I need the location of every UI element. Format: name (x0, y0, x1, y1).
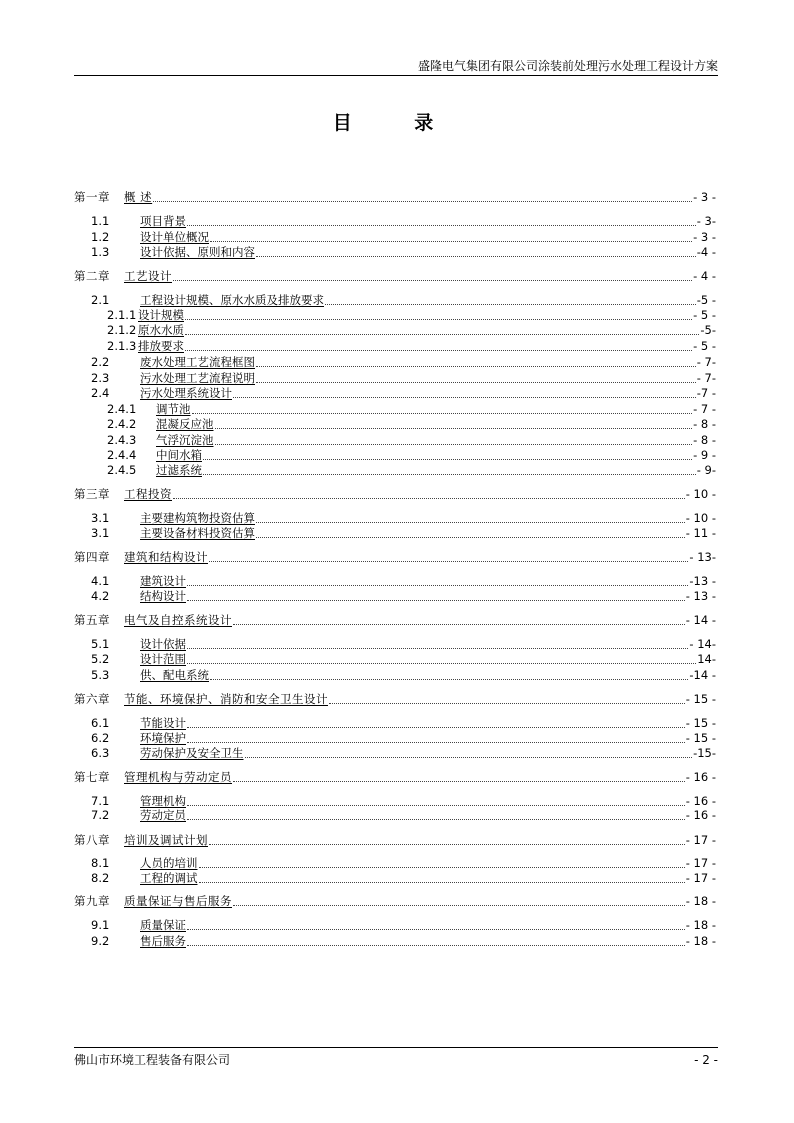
toc-entry-number: 2.4 (91, 386, 110, 400)
toc-entry-text (91, 526, 255, 541)
toc-entry-label: 原水水质 (138, 323, 184, 337)
toc-entry-number: 7.2 (91, 808, 110, 822)
toc-entry-number: 4.1 (91, 574, 110, 588)
toc-section-entry[interactable] (107, 308, 716, 323)
toc-entry-number: 6.3 (91, 746, 110, 760)
toc-entry-page: - 4 - (693, 269, 716, 283)
toc-leader-dots (233, 905, 685, 906)
toc-entry-page: - 10 - (685, 511, 716, 525)
toc-leader-dots (187, 663, 696, 664)
page-header (74, 58, 718, 76)
toc-entry-number: 第四章 (74, 550, 110, 564)
toc-entry-label: 项目背景 (140, 214, 186, 228)
toc-entry-page: -5 - (696, 293, 716, 307)
toc-entry-label: 设计依据 (140, 637, 186, 651)
toc-entry-label: 混凝反应池 (156, 417, 214, 431)
toc-entry-text (107, 308, 184, 323)
toc-entry-page: - 7- (696, 355, 716, 369)
toc-entry-page: -13 - (689, 574, 716, 588)
toc-entry-text (91, 386, 232, 401)
toc-leader-dots (245, 757, 693, 758)
toc-leader-dots (256, 256, 696, 257)
toc-entry-page: - 15 - (685, 716, 716, 730)
toc-entry-text (91, 637, 186, 652)
toc-entry-label: 结构设计 (140, 589, 186, 603)
toc-entry-page: -5- (700, 323, 716, 337)
toc-entry-label: 人员的培训 (140, 856, 198, 870)
toc-entry-page: - 15 - (685, 731, 716, 745)
toc-entry-text (107, 402, 191, 417)
toc-section-entry[interactable] (91, 574, 716, 589)
toc-leader-dots (187, 648, 688, 649)
toc-entry-number: 9.1 (91, 918, 110, 932)
toc-entry-page: - 17 - (685, 856, 716, 870)
toc-entry-text (91, 371, 255, 386)
toc-entry-text (91, 355, 255, 370)
toc-entry-page: - 9- (696, 463, 716, 477)
toc-entry-number: 2.3 (91, 371, 110, 385)
toc-entry-text (91, 731, 186, 746)
toc-entry-number: 1.3 (91, 245, 110, 259)
toc-entry-number: 4.2 (91, 589, 110, 603)
toc-entry-text (91, 668, 209, 683)
toc-entry-number: 7.1 (91, 794, 110, 808)
toc-entry-number: 5.2 (91, 652, 110, 666)
toc-entry-text (91, 511, 255, 526)
toc-leader-dots (203, 474, 696, 475)
toc-entry-page: - 3 - (693, 230, 716, 244)
toc-entry-number: 9.2 (91, 934, 110, 948)
toc-entry-page: - 11 - (685, 526, 716, 540)
toc-leader-dots (256, 382, 696, 383)
toc-entry-label: 废水处理工艺流程框图 (140, 355, 255, 369)
toc-leader-dots (173, 280, 692, 281)
toc-leader-dots (153, 201, 692, 202)
toc-entry-label: 工程的调试 (140, 871, 198, 885)
toc-entry-text (74, 269, 172, 284)
toc-entry-page: -15- (693, 746, 716, 760)
toc-entry-text (91, 214, 186, 229)
toc-leader-dots (209, 844, 685, 845)
toc-entry-page: - 5 - (693, 308, 716, 322)
toc-leader-dots (210, 241, 692, 242)
toc-leader-dots (199, 867, 685, 868)
toc-section-entry[interactable] (91, 716, 716, 731)
toc-section-entry[interactable] (107, 463, 716, 478)
toc-section-entry[interactable] (107, 417, 716, 432)
toc-entry-text (91, 794, 186, 809)
toc-entry-label: 工程投资 (124, 487, 172, 501)
toc-entry-label: 建筑设计 (140, 574, 186, 588)
toc-entry-page: - 18 - (685, 934, 716, 948)
toc-leader-dots (187, 600, 685, 601)
toc-entry-text (91, 871, 198, 886)
toc-section-entry[interactable] (91, 746, 716, 761)
toc-entry-label: 过滤系统 (156, 463, 202, 477)
toc-entry-page: - 13- (689, 550, 716, 564)
toc-entry-label: 劳动定员 (140, 808, 186, 822)
toc-entry-number: 2.1.2 (107, 323, 137, 337)
toc-entry-label: 电气及自控系统设计 (124, 613, 232, 627)
toc-leader-dots (325, 304, 696, 305)
toc-entry-page: - 7 - (693, 402, 716, 416)
toc-leader-dots (185, 334, 699, 335)
toc-entry-label: 工艺设计 (124, 269, 172, 283)
toc-leader-dots (256, 537, 685, 538)
toc-entry-page: - 16 - (685, 794, 716, 808)
toc-section-entry[interactable] (91, 668, 716, 683)
toc-entry-number: 8.1 (91, 856, 110, 870)
toc-entry-label: 污水处理工艺流程说明 (140, 371, 255, 385)
toc-entry-label: 节能设计 (140, 716, 186, 730)
toc-leader-dots (187, 727, 685, 728)
toc-leader-dots (203, 459, 692, 460)
toc-chapter-entry[interactable] (74, 190, 716, 205)
toc-entry-page: -4 - (696, 245, 716, 259)
toc-entry-page: - 16 - (685, 808, 716, 822)
toc-entry-text (74, 770, 232, 785)
toc-entry-label: 质量保证 (140, 918, 186, 932)
toc-entry-number: 2.2 (91, 355, 110, 369)
toc-chapter-entry[interactable] (74, 770, 716, 785)
toc-entry-label: 设计范围 (140, 652, 186, 666)
toc-entry-page: - 17 - (685, 871, 716, 885)
toc-section-entry[interactable] (91, 856, 716, 871)
toc-chapter-entry[interactable] (74, 550, 716, 565)
toc-entry-page: - 14 - (685, 613, 716, 627)
toc-entry-number: 第二章 (74, 269, 110, 283)
toc-section-entry[interactable] (91, 589, 716, 604)
toc-section-entry[interactable] (91, 526, 716, 541)
toc-entry-label: 劳动保护及安全卫生 (140, 746, 244, 760)
toc-entry-number: 6.1 (91, 716, 110, 730)
toc-leader-dots (199, 882, 685, 883)
toc-entry-label: 管理机构与劳动定员 (124, 770, 232, 784)
toc-entry-number: 2.1.3 (107, 339, 137, 353)
toc-entry-label: 培训及调试计划 (124, 833, 208, 847)
toc-entry-number: 1.2 (91, 230, 110, 244)
toc-entry-page: - 16 - (685, 770, 716, 784)
toc-entry-page: - 10 - (685, 487, 716, 501)
toc-entry-text (74, 487, 172, 502)
toc-entry-text (107, 323, 184, 338)
toc-entry-number: 第七章 (74, 770, 110, 784)
toc-section-entry[interactable] (107, 433, 716, 448)
toc-section-entry[interactable] (107, 339, 716, 354)
toc-section-entry[interactable] (91, 214, 716, 229)
toc-entry-page: - 3- (696, 214, 716, 228)
toc-entry-page: - 8 - (693, 417, 716, 431)
toc-entry-text (91, 293, 324, 308)
toc-leader-dots (187, 742, 685, 743)
footer-page-number: - 2 - (694, 1053, 718, 1067)
toc-leader-dots (185, 319, 692, 320)
toc-entry-label: 管理机构 (140, 794, 186, 808)
toc-leader-dots (185, 350, 692, 351)
toc-leader-dots (233, 397, 696, 398)
toc-entry-text (91, 652, 186, 667)
toc-entry-label: 工程设计规模、原水水质及排放要求 (140, 293, 324, 307)
toc-entry-page: - 13 - (685, 589, 716, 603)
toc-entry-text (74, 190, 152, 205)
toc-entry-label: 建筑和结构设计 (124, 550, 208, 564)
toc-entry-text (74, 550, 208, 565)
toc-entry-text (74, 894, 232, 909)
toc-entry-number: 6.2 (91, 731, 110, 745)
toc-entry-page: -7 - (696, 386, 716, 400)
toc-entry-number: 3.1 (91, 511, 110, 525)
toc-entry-label: 节能、环境保护、消防和安全卫生设计 (124, 692, 328, 706)
toc-entry-number: 第五章 (74, 613, 110, 627)
toc-section-entry[interactable] (91, 386, 716, 401)
toc-section-entry[interactable] (107, 448, 716, 463)
page-footer (74, 1047, 718, 1069)
toc-entry-text (74, 833, 208, 848)
toc-section-entry[interactable] (91, 637, 716, 652)
toc-entry-label: 设计依据、原则和内容 (140, 245, 255, 259)
toc-entry-page: - 7- (696, 371, 716, 385)
toc-entry-label: 供、配电系统 (140, 668, 209, 682)
toc-section-entry[interactable] (91, 652, 716, 667)
toc-entry-text (91, 589, 186, 604)
toc-section-entry[interactable] (107, 323, 716, 338)
toc-entry-label: 主要设备材料投资估算 (140, 526, 255, 540)
toc-section-entry[interactable] (91, 293, 716, 308)
toc-entry-page: - 3 - (693, 190, 716, 204)
toc-section-entry[interactable] (91, 230, 716, 245)
toc-entry-page: - 8 - (693, 433, 716, 447)
toc-entry-label: 设计规模 (138, 308, 184, 322)
toc-entry-number: 第一章 (74, 190, 110, 204)
toc-entry-label: 环境保护 (140, 731, 186, 745)
toc-entry-number: 8.2 (91, 871, 110, 885)
toc-section-entry[interactable] (91, 794, 716, 809)
toc-leader-dots (215, 444, 693, 445)
toc-entry-text (74, 613, 232, 628)
toc-chapter-entry[interactable] (74, 833, 716, 848)
toc-entry-text (91, 716, 186, 731)
toc-entry-label: 排放要求 (138, 339, 184, 353)
toc-entry-number: 第三章 (74, 487, 110, 501)
toc-section-entry[interactable] (91, 731, 716, 746)
toc-entry-number: 2.4.5 (107, 463, 137, 477)
toc-leader-dots (210, 679, 688, 680)
toc-entry-text (74, 692, 328, 707)
toc-leader-dots (173, 498, 685, 499)
toc-entry-text (91, 230, 209, 245)
toc-chapter-entry[interactable] (74, 613, 716, 628)
toc-entry-number: 2.1.1 (107, 308, 137, 322)
toc-leader-dots (209, 561, 688, 562)
toc-leader-dots (233, 624, 685, 625)
toc-entry-page: 14- (697, 652, 716, 666)
toc-title: 目 录 (332, 112, 462, 134)
toc-entry-number: 第六章 (74, 692, 110, 706)
toc-entry-label: 质量保证与售后服务 (124, 894, 232, 908)
toc-entry-page: - 18 - (685, 918, 716, 932)
toc-entry-number: 2.4.1 (107, 402, 137, 416)
toc-leader-dots (187, 225, 696, 226)
toc-leader-dots (192, 413, 693, 414)
toc-entry-number: 3.1 (91, 526, 110, 540)
toc-entry-page: - 18 - (685, 894, 716, 908)
toc-entry-label: 中间水箱 (156, 448, 202, 462)
toc-section-entry[interactable] (91, 918, 716, 933)
toc-section-entry[interactable] (107, 402, 716, 417)
toc-entry-text (91, 918, 186, 933)
toc-entry-number: 第八章 (74, 833, 110, 847)
toc-entry-number: 2.4.3 (107, 433, 137, 447)
toc-leader-dots (187, 585, 688, 586)
toc-chapter-entry[interactable] (74, 894, 716, 909)
toc-entry-page: - 5 - (693, 339, 716, 353)
toc-leader-dots (256, 366, 696, 367)
toc-section-entry[interactable] (91, 871, 716, 886)
toc-entry-text (91, 245, 255, 260)
toc-entry-number: 第九章 (74, 894, 110, 908)
toc-entry-page: - 14- (689, 637, 716, 651)
toc-entry-label: 主要建构筑物投资估算 (140, 511, 255, 525)
toc-leader-dots (187, 805, 685, 806)
toc-leader-dots (233, 781, 685, 782)
footer-company: 佛山市环境工程装备有限公司 (74, 1053, 231, 1067)
toc-entry-label: 污水处理系统设计 (140, 386, 232, 400)
toc-entry-text (107, 417, 214, 432)
toc-section-entry[interactable] (91, 511, 716, 526)
toc-entry-label: 设计单位概况 (140, 230, 209, 244)
toc-entry-text (91, 934, 186, 949)
toc-entry-text (107, 433, 214, 448)
toc-chapter-entry[interactable] (74, 487, 716, 502)
toc-entry-label: 气浮沉淀池 (156, 433, 214, 447)
toc-entry-text (91, 574, 186, 589)
toc-entry-text (107, 448, 202, 463)
toc-section-entry[interactable] (91, 371, 716, 386)
toc-entry-page: - 9 - (693, 448, 716, 462)
toc-entry-text (91, 856, 198, 871)
toc-entry-text (107, 463, 202, 478)
toc-leader-dots (187, 929, 685, 930)
toc-entry-page: - 15 - (685, 692, 716, 706)
toc-chapter-entry[interactable] (74, 692, 716, 707)
toc-leader-dots (187, 945, 685, 946)
toc-leader-dots (215, 428, 693, 429)
toc-entry-number: 5.3 (91, 668, 110, 682)
toc-entry-page: - 17 - (685, 833, 716, 847)
toc-section-entry[interactable] (91, 808, 716, 823)
toc-entry-text (91, 808, 186, 823)
toc-entry-number: 1.1 (91, 214, 110, 228)
toc-entry-number: 2.1 (91, 293, 110, 307)
toc-leader-dots (329, 703, 685, 704)
toc-entry-text (91, 746, 244, 761)
toc-leader-dots (187, 819, 685, 820)
toc-entry-label: 售后服务 (140, 934, 186, 948)
toc-section-entry[interactable] (91, 245, 716, 260)
toc-section-entry[interactable] (91, 355, 716, 370)
toc-entry-label: 概 述 (124, 190, 153, 204)
toc-chapter-entry[interactable] (74, 269, 716, 284)
header-text: 盛隆电气集团有限公司涂装前处理污水处理工程设计方案 (417, 59, 718, 73)
toc-entry-number: 2.4.4 (107, 448, 137, 462)
toc-entry-number: 2.4.2 (107, 417, 137, 431)
toc-entry-page: -14 - (689, 668, 716, 682)
toc-entry-label: 调节池 (156, 402, 191, 416)
toc-leader-dots (256, 522, 685, 523)
toc-entry-number: 5.1 (91, 637, 110, 651)
toc-section-entry[interactable] (91, 934, 716, 949)
toc-entry-text (107, 339, 184, 354)
